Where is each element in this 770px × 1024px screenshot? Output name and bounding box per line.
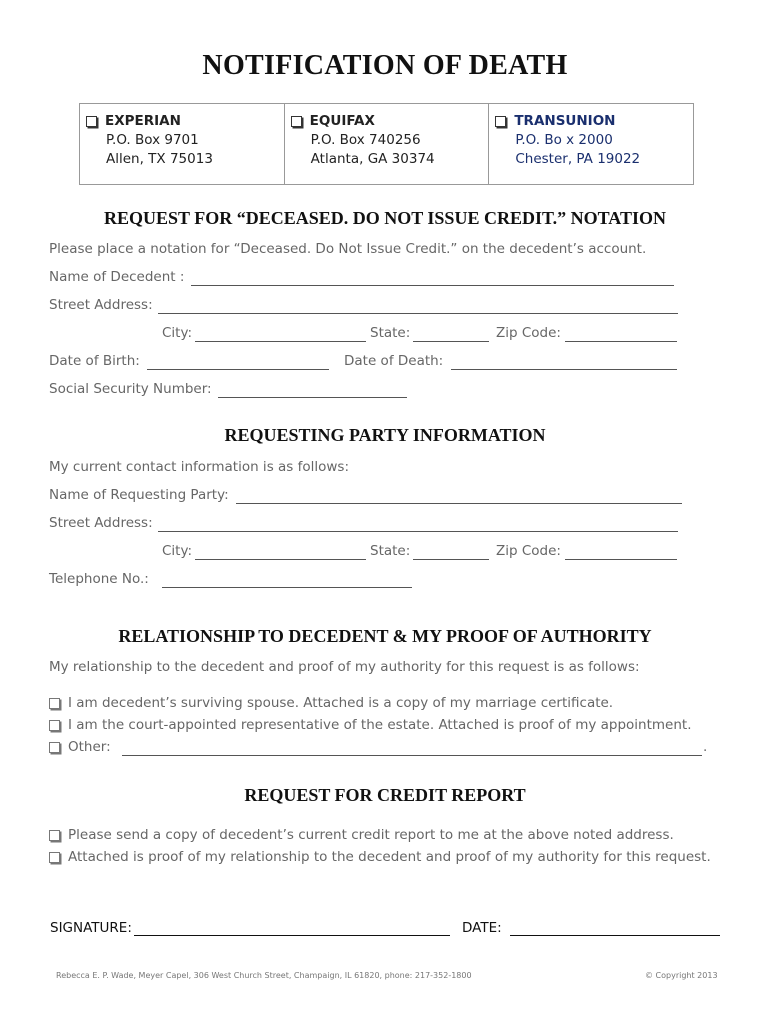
decedent-street-label: Street Address: [49,297,153,313]
relationship-option-representative [49,717,692,733]
section-heading-credit-report: REQUEST FOR CREDIT REPORT [244,785,526,805]
phone-field[interactable] [162,587,412,588]
dod-label: Date of Death: [344,353,444,369]
relationship-option-spouse [49,695,613,711]
footer-copyright: © Copyright 2013 [645,971,718,980]
ssn-label: Social Security Number: [49,381,212,397]
option-label: Other: [68,739,111,755]
requester-city-field[interactable] [195,559,366,560]
bureau-experian [80,104,285,184]
option-label: I am decedent’s surviving spouse. Attached is a copy of my marriage certificate. [68,695,614,711]
requester-street-label: Street Address: [49,515,153,531]
phone-label: Telephone No.: [49,571,149,587]
credit-report-option-proof [49,849,711,865]
requester-street-field[interactable] [158,531,678,532]
option-label: Attached is proof of my relationship to the decedent and proof of my authority for this request. [68,849,711,865]
page-title: NOTIFICATION OF DEATH [202,50,568,81]
bureau-address-line2: Atlanta, GA 30374 [310,151,435,167]
bureau-address-line2: Chester, PA 19022 [515,151,641,167]
bureau-name: EQUIFAX [309,113,375,129]
requester-zip-label: Zip Code: [496,543,561,559]
requester-name-label: Name of Requesting Party: [49,487,229,503]
bureau-name: TRANSUNION [514,113,616,129]
requester-city-label: City: [162,543,193,559]
bureau-address-line1: P.O. Box 9701 [106,132,199,148]
signature-label: SIGNATURE: [50,920,132,936]
decedent-zip-label: Zip Code: [496,325,561,341]
checkbox-send-report[interactable] [49,830,60,841]
option-label: Please send a copy of decedent’s current credit report to me at the above noted address. [68,827,674,843]
bureau-address-line1: P.O. Box 740256 [310,132,421,148]
checkbox-proof-attached[interactable] [49,852,60,863]
bureau-name: EXPERIAN [105,113,181,129]
decedent-city-field[interactable] [195,341,366,342]
decedent-state-label: State: [370,325,411,341]
requester-name-field[interactable] [236,503,682,504]
dob-label: Date of Birth: [49,353,140,369]
section-heading-requesting: REQUESTING PARTY INFORMATION [224,425,546,445]
checkbox-other[interactable] [49,742,60,753]
checkbox-equifax[interactable] [291,116,302,127]
credit-report-option-send [49,827,674,843]
decedent-name-field[interactable] [191,285,674,286]
checkbox-transunion[interactable] [495,116,506,127]
decedent-zip-field[interactable] [565,341,677,342]
decedent-street-field[interactable] [158,313,678,314]
requester-state-label: State: [370,543,411,559]
requester-state-field[interactable] [413,559,489,560]
section-heading-notation: REQUEST FOR “DECEASED. DO NOT ISSUE CREDIT.” NOTATION [104,208,666,228]
decedent-state-field[interactable] [413,341,489,342]
bureau-equifax [285,104,490,184]
decedent-name-label: Name of Decedent : [49,269,185,285]
bureau-transunion [489,104,693,184]
relationship-intro: My relationship to the decedent and proof of my authority for this request is as follows: [49,659,640,675]
ssn-field[interactable] [218,397,407,398]
decedent-city-label: City: [162,325,193,341]
footer-contact: Rebecca E. P. Wade, Meyer Capel, 306 West Church Street, Champaign, IL 61820, phone: 217-352-1800 [56,971,472,980]
checkbox-experian[interactable] [86,116,97,127]
bureau-address-line1: P.O. Bo x 2000 [515,132,613,148]
requesting-intro: My current contact information is as follows: [49,459,350,475]
notation-intro: Please place a notation for “Deceased. Do Not Issue Credit.” on the decedent’s account. [49,241,647,257]
dod-field[interactable] [451,369,677,370]
date-label: DATE: [462,920,502,936]
option-label: I am the court-appointed representative of the estate. Attached is proof of my appointment. [68,717,692,733]
signature-field[interactable] [134,935,450,936]
section-heading-relationship: RELATIONSHIP TO DECEDENT & MY PROOF OF AUTHORITY [118,626,652,646]
checkbox-representative[interactable] [49,720,60,731]
other-relationship-field[interactable] [122,755,702,756]
dob-field[interactable] [147,369,329,370]
relationship-option-other [49,739,111,755]
date-field[interactable] [510,935,720,936]
other-period: . [703,739,708,755]
bureau-address-table [79,103,694,185]
bureau-address-line2: Allen, TX 75013 [106,151,213,167]
checkbox-spouse[interactable] [49,698,60,709]
requester-zip-field[interactable] [565,559,677,560]
